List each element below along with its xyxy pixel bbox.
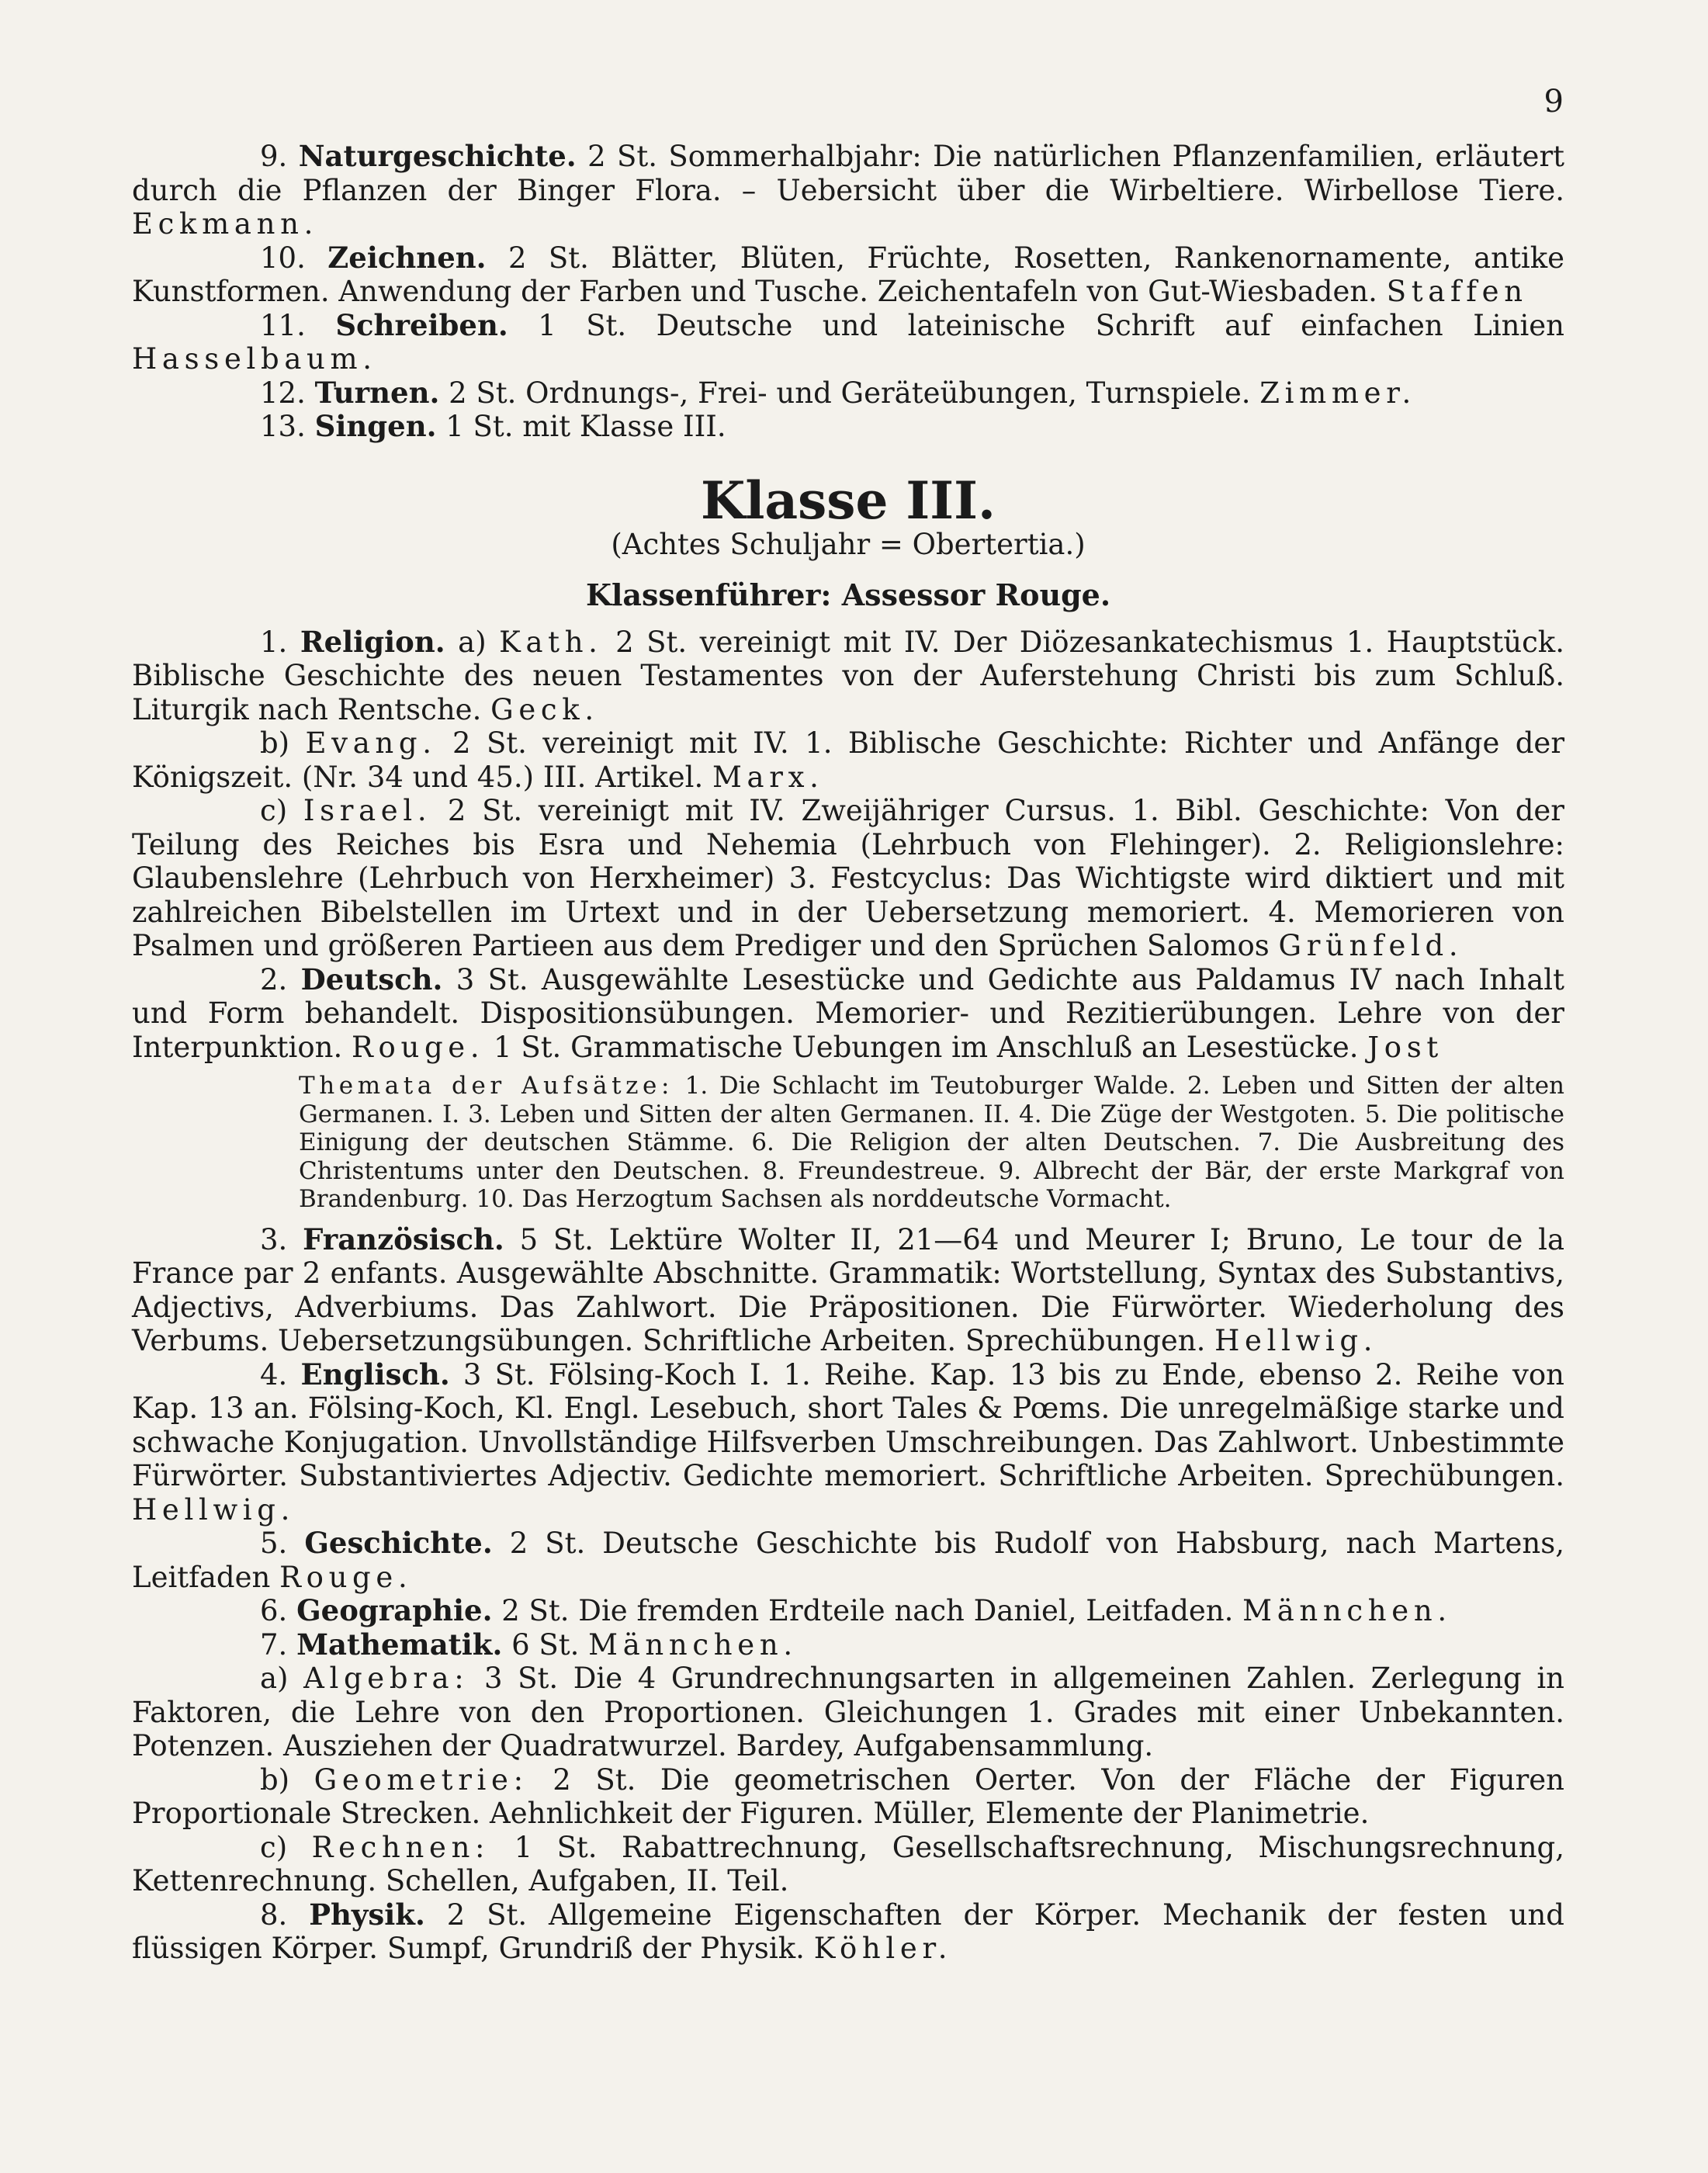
subject-geographie: 6. Geographie. 2 St. Die fremden Erdteile nach Daniel, Leitfaden. Männchen. [260, 1593, 1452, 1627]
teacher-name: Eckmann. [132, 207, 318, 241]
subject-singen: 13. Singen. 1 St. mit Klasse III. [260, 409, 726, 443]
teacher-name: Grünfeld. [1278, 929, 1464, 962]
teacher-name: Geck. [490, 692, 599, 726]
teacher-name: Köhler. [813, 1932, 953, 1965]
class-leader: Klassenführer: Assessor Rouge. [585, 577, 1111, 612]
subject-title: Naturgeschichte. [298, 139, 577, 173]
teacher-name: Männchen. [588, 1627, 798, 1662]
subject-geschichte: 5. Geschichte. 2 St. Deutsche Geschichte bis Rudolf von Habsburg, nach Martens, Leitfaden Rouge. [132, 1526, 1564, 1594]
teacher-name: Rouge. [279, 1560, 413, 1594]
subject-mathematik: 7. Mathematik. 6 St. Männchen. [260, 1627, 798, 1662]
subject-franzoesisch: 3. Französisch. 5 St. Lektüre Wolter II, 21—64 und Meurer I; Bruno, Le tour de la France par 2 enfants. Ausgewählte Abschnitte. Grammatik: Wortstellung, Syntax des Substantivs, Adjectivs, Adverbiums. Das Zahlwort. Die Präpositionen. Die Fürwörter. Wiederholung des Verbums. Uebersetzungsübungen. Schriftliche Arbeiten. Sprechübungen. Hellwig. [132, 1222, 1565, 1357]
subject-physik: 8. Physik. 2 St. Allgemeine Eigenschaften der Körper. Mechanik der festen und flüssigen Körper. Sumpf, Grundriß der Physik. Köhler. [132, 1897, 1564, 1965]
subject-zeichnen: 10. Zeichnen. 2 St. Blätter, Blüten, Früchte, Rosetten, Rankenornamente, antike Kunstformen. Anwendung der Farben und Tusche. Zeichentafeln von Gut-Wiesbaden. Staffen [132, 240, 1565, 308]
teacher-name: Hellwig. [1214, 1324, 1378, 1357]
subject-schreiben: 11. Schreiben. 1 St. Deutsche und lateinische Schrift auf einfachen Linien Hasselbaum. [132, 307, 1564, 376]
mathematik-algebra: a) Algebra: 3 St. Die 4 Grundrechnungsarten in allgemeinen Zahlen. Zerlegung in Faktoren, die Lehre von den Proportionen. Gleichungen 1. Grades mit einer Unbekannten. Potenzen. Ausziehen der Quadratwurzel. Bardey, Aufgabensammlung. [132, 1662, 1564, 1762]
subject-title: Singen. [314, 409, 437, 443]
class-subtitle: (Achtes Schuljahr = Obertertia.) [611, 527, 1086, 561]
mathematik-geometrie: b) Geometrie: 2 St. Die geometrischen Oerter. Von der Fläche der Figuren Proportionale Strecken. Aehnlichkeit der Figuren. Müller, Elemente der Planimetrie. [132, 1762, 1565, 1830]
subject-deutsch: 2. Deutsch. 3 St. Ausgewählte Lesestücke und Gedichte aus Paldamus IV nach Inhalt und Form behandelt. Dispositionsübungen. Memorier- und Rezitierübungen. Lehre von der Interpunktion. Rouge. 1 St. Grammatische Uebungen im Anschluß an Lesestücke. Jost [132, 962, 1565, 1064]
essay-topics: Themata der Aufsätze: 1. Die Schlacht im Teutoburger Walde. 2. Leben und Sitten der alten Germanen. I. 3. Leben und Sitten der alten Germanen. II. 4. Die Züge der Westgoten. 5. Die politische Einigung der deutschen Stämme. 6. Die Religion der alten Deutschen. 7. Die Ausbreitung des Christentums unter den Deutschen. 8. Freundestreue. 9. Albrecht der Bär, der erste Markgraf von Brandenburg. 10. Das Herzogtum Sachsen als norddeutsche Vormacht. [299, 1072, 1565, 1213]
religion-evang: b) Evang. 2 St. vereinigt mit IV. 1. Biblische Geschichte: Richter und Anfänge der Königszeit. (Nr. 34 und 45.) III. Artikel. Marx. [132, 726, 1565, 794]
teacher-name: Staffen [1386, 275, 1528, 308]
teacher-name: Hasselbaum. [132, 342, 377, 376]
subject-title: Englisch. [300, 1357, 450, 1391]
subject-title: Geschichte. [304, 1526, 493, 1560]
subject-englisch: 4. Englisch. 3 St. Fölsing-Koch I. 1. Reihe. Kap. 13 bis zu Ende, ebenso 2. Reihe von Kap. 13 an. Fölsing-Koch, Kl. Engl. Lesebuch, short Tales & Pœms. Die unregelmäßige starke und schwache Konjugation. Unvollständige Hilfsverben Umschreibungen. Das Zahlwort. Unbestimmte Fürwörter. Substantiviertes Adjectiv. Gedichte memoriert. Schriftliche Arbeiten. Sprechübungen. Hellwig. [132, 1357, 1564, 1527]
teacher-name: Rouge. [352, 1030, 485, 1064]
teacher-name: Marx. [712, 760, 824, 794]
subject-title: Geographie. [296, 1593, 493, 1627]
subject-title: Religion. [300, 624, 445, 659]
subject-title: Turnen. [314, 375, 440, 410]
subject-naturgeschichte: 9. Naturgeschichte. 2 St. Sommerhalbjahr: Die natürlichen Pflanzenfamilien, erläutert durch die Pflanzen der Binger Flora. – Uebersicht über die Wirbeltiere. Wirbellose Tiere. Eckmann. [132, 139, 1564, 241]
subject-title: Schreiben. [335, 307, 508, 342]
page-number: 9 [1543, 84, 1564, 120]
class-heading: Klasse III. [700, 470, 996, 531]
subject-religion: 1. Religion. a) Kath. 2 St. vereinigt mit IV. Der Diözesankatechismus 1. Hauptstück. Biblische Geschichte des neuen Testamentes von der Auferstehung Christi bis zum Schluß. Liturgik nach Rentsche. Geck. [132, 624, 1564, 726]
teacher-name: Hellwig. [132, 1492, 296, 1527]
teacher-name: Zimmer. [1259, 376, 1416, 410]
mathematik-rechnen: c) Rechnen: 1 St. Rabattrechnung, Gesellschaftsrechnung, Mischungsrechnung, Kettenrechnung. Schellen, Aufgaben, II. Teil. [132, 1830, 1564, 1897]
essay-topics-label: Themata der Aufsätze: [299, 1072, 674, 1100]
religion-israel: c) Israel. 2 St. vereinigt mit IV. Zweijähriger Cursus. 1. Bibl. Geschichte: Von der Teilung des Reiches bis Esra und Nehemia (Lehrbuch von Flehinger). 2. Religionslehre: Glaubenslehre (Lehrbuch von Herxheimer) 3. Festcyclus: Das Wichtigste wird diktiert und mit zahlreichen Bibelstellen im Urtext und in der Uebersetzung memoriert. 4. Memorieren von Psalmen und größeren Partieen aus dem Prediger und den Sprüchen Salomos Grünfeld. [132, 794, 1564, 962]
subject-turnen: 12. Turnen. 2 St. Ordnungs-, Frei- und Geräteübungen, Turnspiele. Zimmer. [260, 375, 1416, 410]
subject-title: Deutsch. [300, 962, 443, 996]
subject-title: Französisch. [303, 1222, 504, 1256]
subject-title: Physik. [309, 1897, 425, 1932]
previous-class-continuation [132, 140, 1564, 444]
subject-title: Zeichnen. [327, 240, 487, 275]
teacher-name: Männchen. [1242, 1594, 1452, 1627]
subject-title: Mathematik. [296, 1627, 503, 1662]
teacher-name: Jost [1367, 1030, 1443, 1064]
